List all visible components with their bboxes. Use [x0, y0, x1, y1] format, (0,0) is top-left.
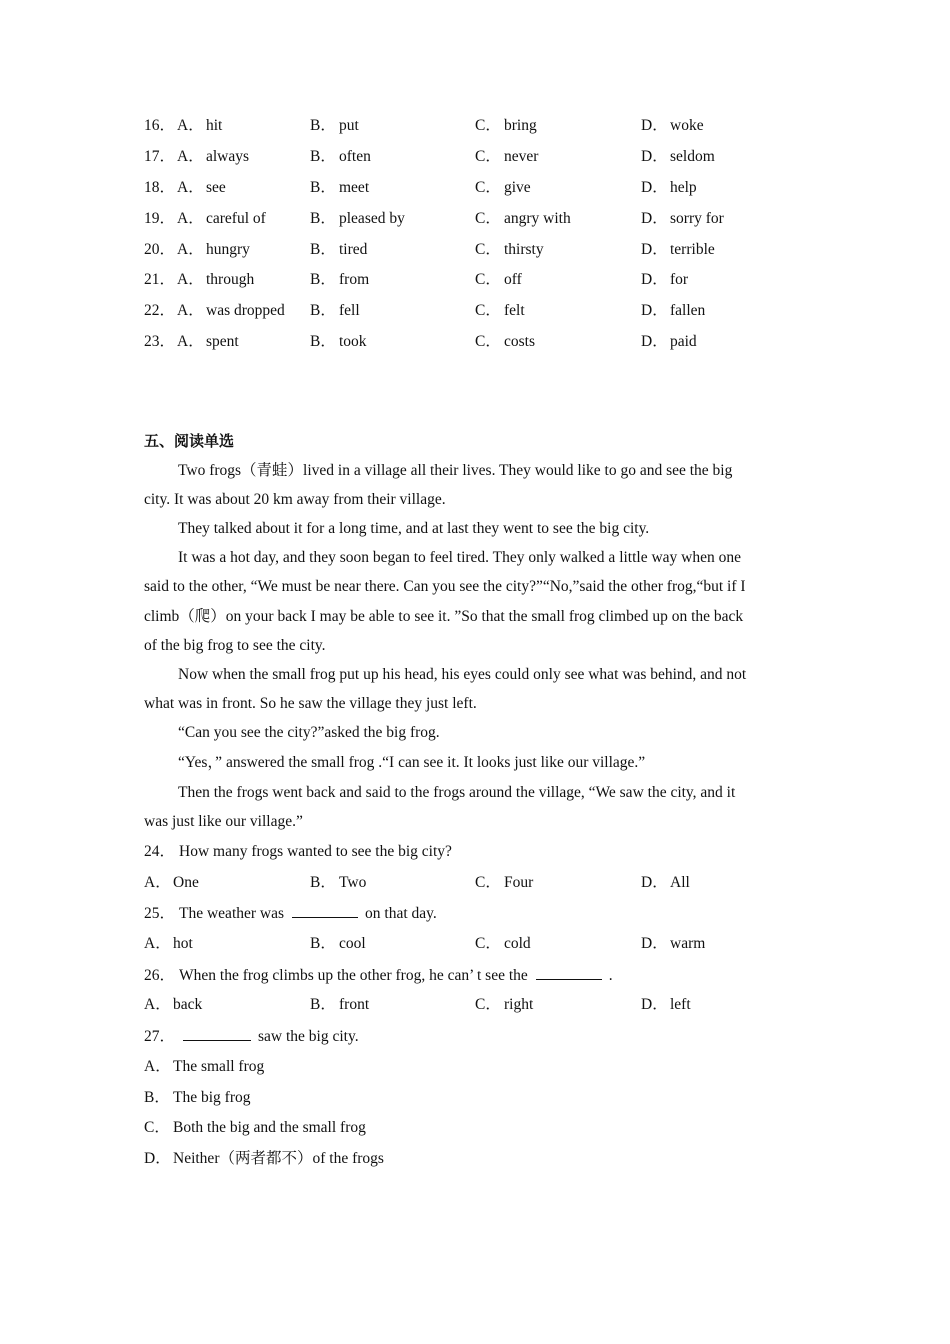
option-c[interactable]: C． never — [475, 148, 539, 165]
passage-line: city. It was about 20 km away from their village. — [144, 491, 446, 508]
question-number: 16． — [144, 117, 176, 134]
option-c[interactable]: C． give — [475, 179, 531, 196]
passage-line: “Can you see the city?”asked the big frog. — [178, 724, 440, 741]
option-b[interactable]: B． fell — [310, 302, 360, 319]
question-24-stem — [144, 842, 452, 862]
question-number: 26． — [144, 967, 176, 984]
option-a[interactable]: A． spent — [177, 333, 239, 350]
option-d[interactable]: D． warm — [641, 935, 706, 952]
option-b[interactable]: B． Two — [310, 874, 367, 891]
question-number: 24． — [144, 843, 176, 860]
option-d[interactable]: D． fallen — [641, 302, 706, 319]
option-d[interactable]: D． for — [641, 271, 689, 288]
question-number: 19． — [144, 210, 176, 227]
question-number: 20． — [144, 241, 176, 258]
question-27-option-a[interactable]: A． The small frog — [144, 1058, 265, 1075]
option-c[interactable]: C． bring — [475, 117, 537, 134]
option-d[interactable]: D． help — [641, 179, 697, 196]
option-c[interactable]: C． angry with — [475, 210, 571, 227]
option-c[interactable]: C． cold — [475, 935, 531, 952]
option-b[interactable]: B． took — [310, 333, 367, 350]
question-number: 23． — [144, 333, 176, 350]
option-a[interactable]: A． always — [177, 148, 250, 165]
question-text-after: on that day. — [365, 905, 437, 922]
option-b[interactable]: B． cool — [310, 935, 366, 952]
option-c[interactable]: C． costs — [475, 333, 535, 350]
question-number: 25． — [144, 905, 176, 922]
question-25-stem — [144, 903, 437, 923]
option-c[interactable]: C． off — [475, 271, 522, 288]
option-d[interactable]: D． All — [641, 874, 690, 891]
option-c[interactable]: C． Four — [475, 874, 534, 891]
answer-blank — [183, 1026, 251, 1041]
passage-line: It was a hot day, and they soon began to feel tired. They only walked a little way when one — [178, 549, 742, 566]
passage-line: what was in front. So he saw the village they just left. — [144, 695, 477, 712]
option-a[interactable]: A． hungry — [177, 241, 250, 258]
passage-line: Then the frogs went back and said to the frogs around the village, “We saw the city, and it — [178, 784, 736, 801]
option-d[interactable]: D． woke — [641, 117, 704, 134]
question-number: 21． — [144, 271, 176, 288]
option-a[interactable]: A． was dropped — [177, 302, 285, 319]
option-a[interactable]: A． hit — [177, 117, 223, 134]
question-number: 22． — [144, 302, 176, 319]
passage-line: of the big frog to see the city. — [144, 637, 326, 654]
passage-line: “Yes，” answered the small frog .“I can see it. It looks just like our village.” — [178, 754, 646, 771]
question-number: 27． — [144, 1028, 176, 1045]
passage-line: said to the other, “We must be near there. Can you see the city?”“No,”said the other frog,“but if I — [144, 578, 746, 595]
question-text-after: saw the big city. — [258, 1028, 359, 1045]
option-b[interactable]: B． tired — [310, 241, 368, 258]
question-27-option-b[interactable]: B． The big frog — [144, 1089, 251, 1106]
option-d[interactable]: D． seldom — [641, 148, 715, 165]
option-c[interactable]: C． thirsty — [475, 241, 544, 258]
option-b[interactable]: B． meet — [310, 179, 370, 196]
section-title: 五、阅读单选 — [144, 432, 235, 450]
question-text: The weather was — [179, 905, 285, 922]
option-b[interactable]: B． front — [310, 996, 370, 1013]
option-a[interactable]: A． through — [177, 271, 255, 288]
option-b[interactable]: B． put — [310, 117, 359, 134]
option-d[interactable]: D． left — [641, 996, 691, 1013]
option-b[interactable]: B． from — [310, 271, 370, 288]
passage-line: was just like our village.” — [144, 813, 303, 830]
passage-line: They talked about it for a long time, and at last they went to see the big city. — [178, 520, 650, 537]
answer-blank — [292, 903, 358, 918]
option-a[interactable]: A． careful of — [177, 210, 266, 227]
option-a[interactable]: A． back — [144, 996, 203, 1013]
question-number: 17． — [144, 148, 176, 165]
option-a[interactable]: A． see — [177, 179, 226, 196]
question-27-stem — [144, 1026, 359, 1046]
passage-line: Now when the small frog put up his head, his eyes could only see what was behind, and not — [178, 666, 747, 683]
option-b[interactable]: B． pleased by — [310, 210, 405, 227]
answer-blank — [536, 965, 602, 980]
option-c[interactable]: C． felt — [475, 302, 525, 319]
option-d[interactable]: D． terrible — [641, 241, 715, 258]
option-a[interactable]: A． hot — [144, 935, 193, 952]
question-27-option-d[interactable]: D． Neither（两者都不）of the frogs — [144, 1150, 384, 1167]
question-text: When the frog climbs up the other frog, he can’ t see the — [179, 967, 528, 984]
option-a[interactable]: A． One — [144, 874, 199, 891]
passage-line: Two frogs（青蛙）lived in a village all their lives. They would like to go and see the big — [178, 462, 733, 479]
option-b[interactable]: B． often — [310, 148, 371, 165]
question-number: 18． — [144, 179, 176, 196]
question-text-after: . — [608, 967, 613, 984]
question-27-option-c[interactable]: C． Both the big and the small frog — [144, 1119, 366, 1136]
question-text: How many frogs wanted to see the big city? — [179, 843, 452, 860]
option-c[interactable]: C． right — [475, 996, 534, 1013]
option-d[interactable]: D． paid — [641, 333, 697, 350]
question-26-stem — [144, 965, 613, 985]
passage-line: climb（爬）on your back I may be able to see it. ”So that the small frog climbed up on the back — [144, 608, 744, 625]
option-d[interactable]: D． sorry for — [641, 210, 724, 227]
